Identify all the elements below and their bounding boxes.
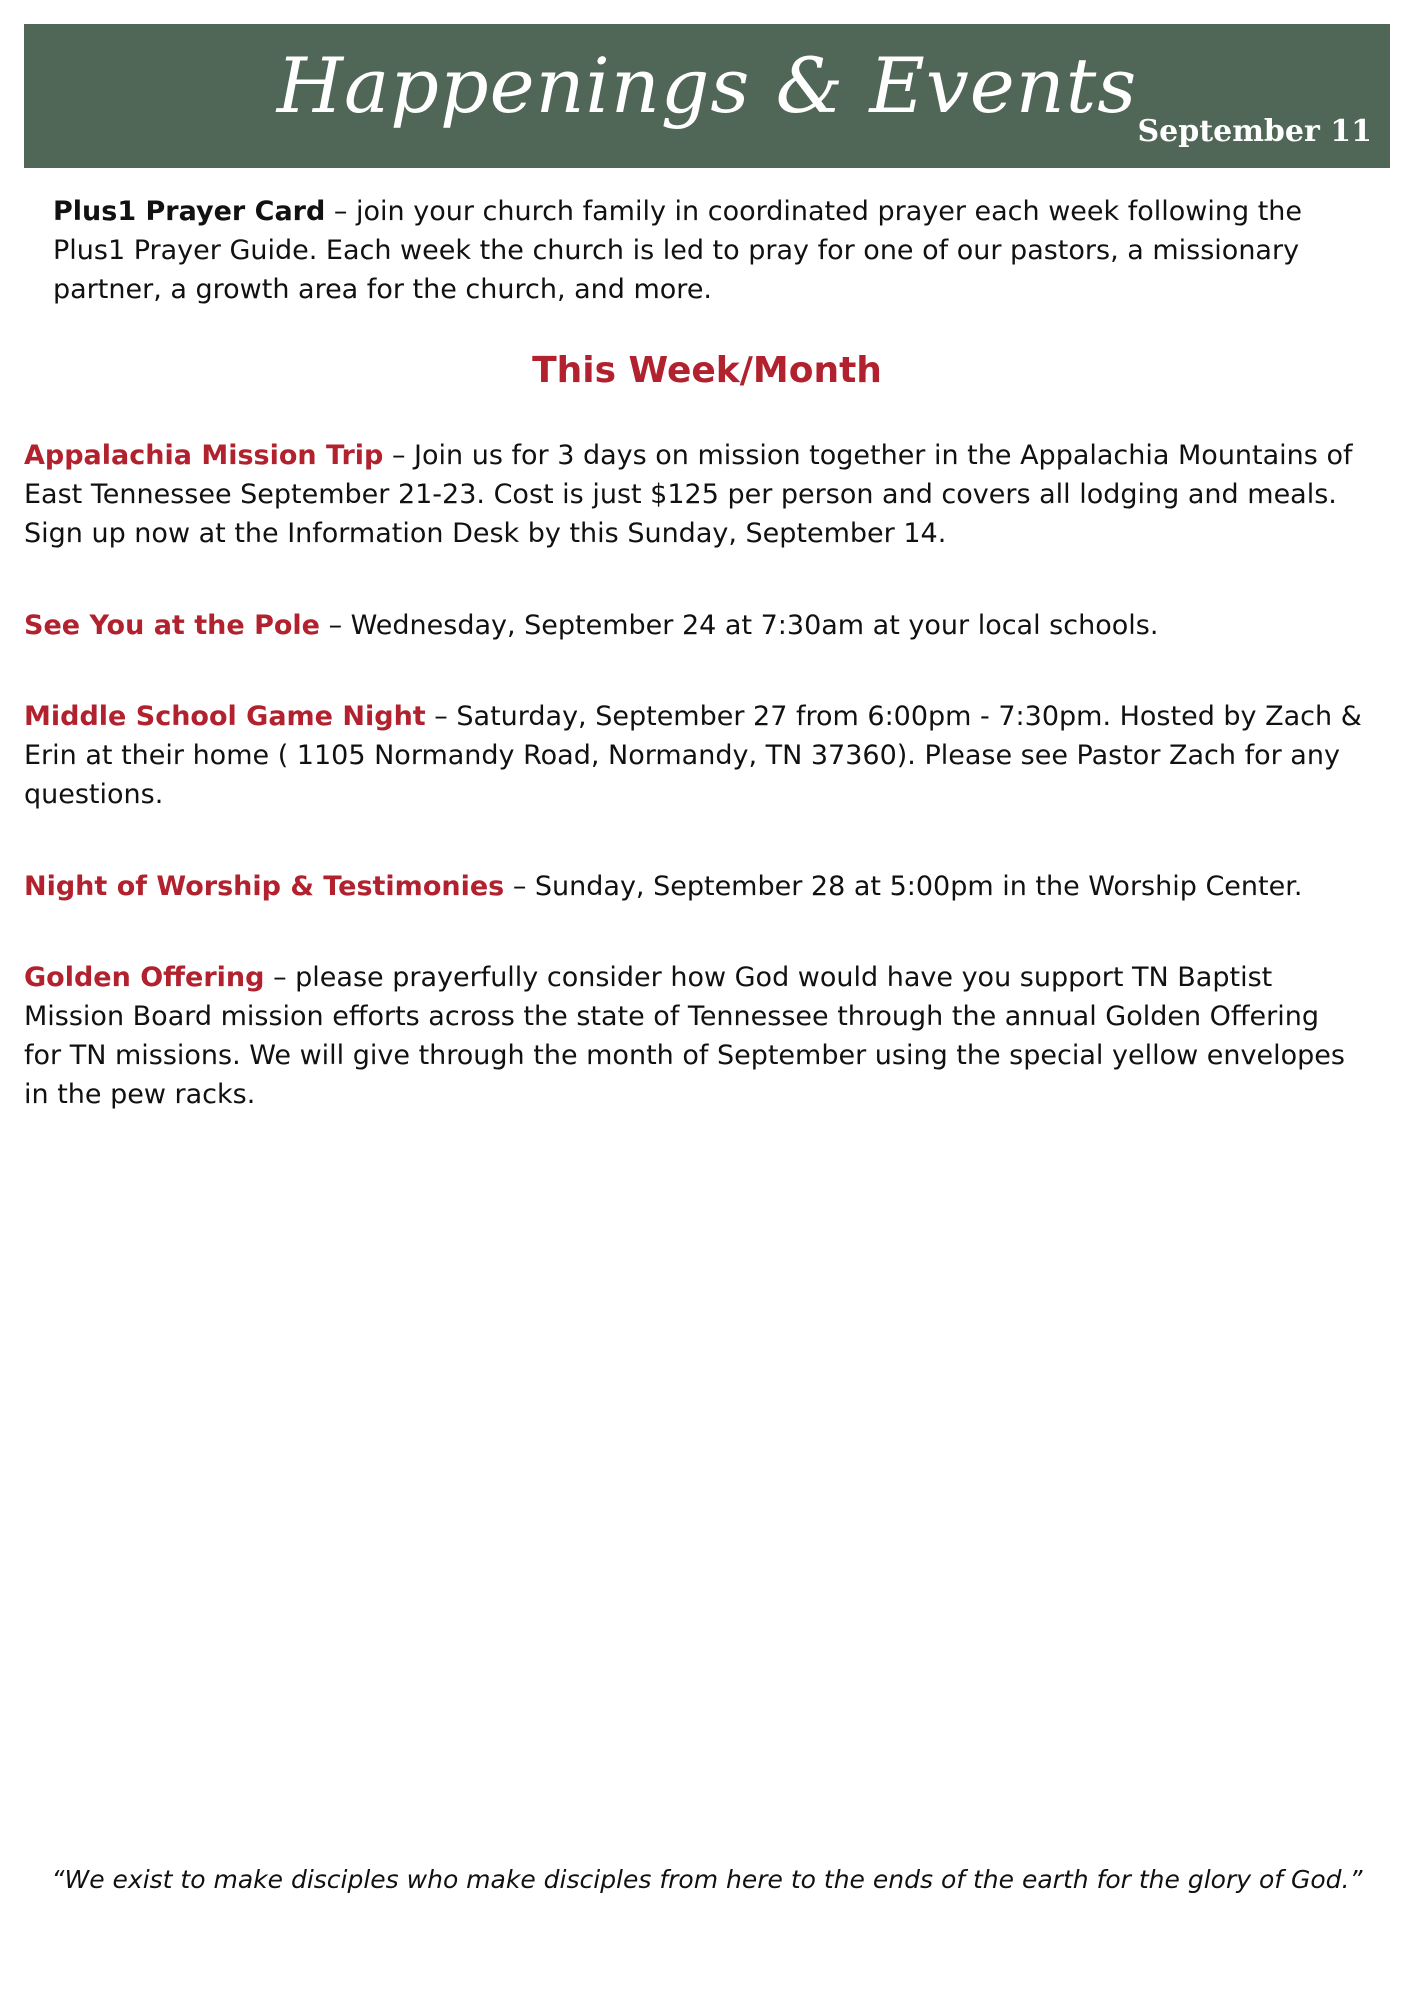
event-title: Night of Worship & Testimonies: [24, 871, 505, 902]
intro-text: – join your church family in coordinated prayer each week following the Plus1 Prayer Guide. Each week the church is led to pray for one of our pastors, a missionary partner, a growth area for the church, and more.: [53, 196, 1303, 305]
section-heading: This Week/Month: [532, 350, 882, 391]
event-see-you-at-the-pole: [24, 606, 1364, 645]
event-golden-offering: [24, 958, 1364, 1114]
event-title: Middle School Game Night: [24, 701, 426, 732]
event-text: – Join us for 3 days on mission together in the Appalachia Mountains of East Tennessee September 21-23. Cost is just $125 per person and covers all lodging and meals. Sign up now at the Information Desk by this Sunday, September 14.: [24, 440, 1353, 549]
event-text: – Wednesday, September 24 at 7:30am at your local schools.: [320, 610, 1159, 641]
event-text: – Sunday, September 28 at 5:00pm in the Worship Center.: [504, 871, 1303, 902]
page-title: Happenings & Events: [276, 41, 1138, 130]
event-text: – please prayerfully consider how God would have you support TN Baptist Mission Board mission efforts across the state of Tennessee through the annual Golden Offering for TN missions. We will give through the month of September using the special yellow envelopes in the pew racks.: [24, 962, 1345, 1110]
event-title: Appalachia Mission Trip: [24, 440, 384, 471]
event-appalachia-mission-trip: [24, 436, 1364, 553]
event-text: – Saturday, September 27 from 6:00pm - 7:30pm. Hosted by Zach & Erin at their home ( 1105 Normandy Road, Normandy, TN 37360). Please see Pastor Zach for any questions.: [24, 701, 1362, 810]
intro-lead: Plus1 Prayer Card: [53, 196, 326, 227]
header-date: September 11: [1137, 114, 1372, 149]
event-middle-school-game-night: [24, 697, 1364, 814]
mission-statement-quote: “We exist to make disciples who make disciples from here to the ends of the earth for the glory of God.”: [51, 1865, 1363, 1894]
event-title: Golden Offering: [24, 962, 265, 993]
header-banner: [24, 24, 1390, 168]
event-night-of-worship: [24, 867, 1364, 906]
intro-paragraph: [53, 192, 1343, 309]
event-title: See You at the Pole: [24, 610, 320, 641]
